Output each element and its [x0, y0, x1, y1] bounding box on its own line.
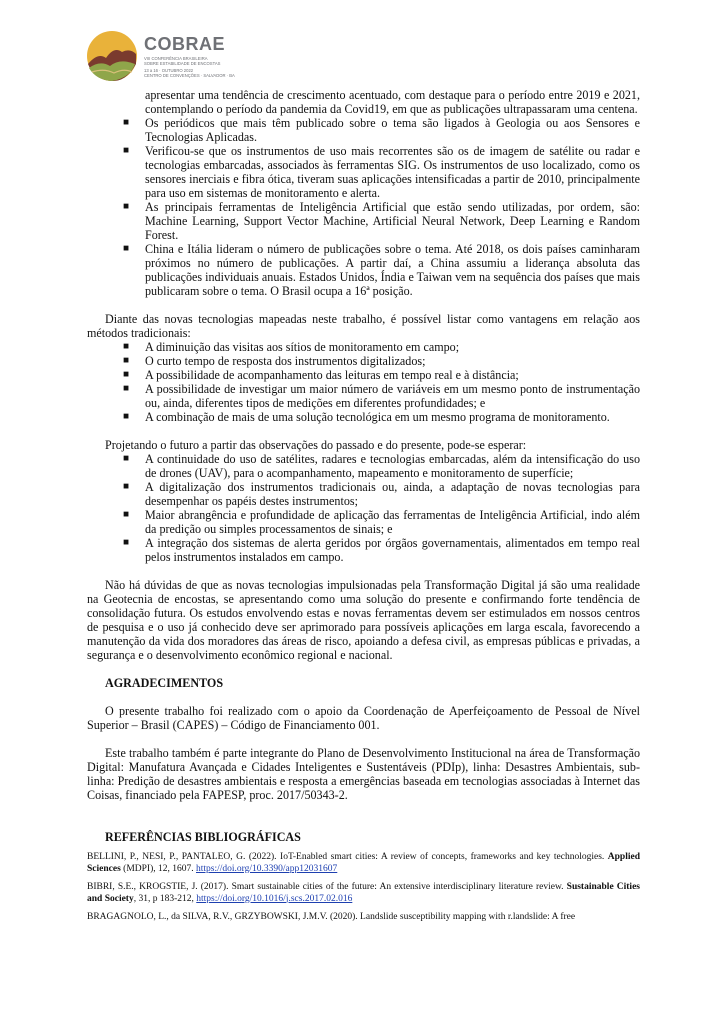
references-heading: REFERÊNCIAS BIBLIOGRÁFICAS — [105, 830, 301, 844]
cobrae-logo-icon — [86, 30, 138, 82]
reference-link[interactable]: https://doi.org/10.1016/j.scs.2017.02.016 — [196, 893, 353, 904]
acknowledgements-paragraph-1: O presente trabalho foi realizado com o apoio da Coordenação de Aperfeiçoamento de Pessoal de Nível Superior – Brasil (CAPES) – Código de Financiamento 001. — [87, 704, 640, 732]
reference-details: , 31, p 183-212, — [133, 893, 197, 904]
acknowledgements-paragraph-2: Este trabalho também é parte integrante do Plano de Desenvolvimento Institucional na área de Transformação Digital: Manufatura Avançada e Cidades Inteligentes e Sustentáveis (PDIp), linha: Desastres Ambientais, sub-linha: Predição de desastres ambientais e resposta a emergências baseada em tecnologias associadas à Internet das Coisas, financiado pela FAPESP, proc. 2017/50343-2. — [87, 746, 640, 802]
reference-journal: Applied Sciences — [87, 852, 640, 874]
reference-authors: BIBRI, S.E., KROGSTIE, J. (2017). Smart sustainable cities of the future: An extensive interdisciplinary literature review. — [87, 882, 567, 892]
advantages-list — [87, 340, 640, 424]
references-list — [87, 852, 640, 924]
logo-subtitle-4: CENTRO DE CONVENÇÕES · SALVADOR · BA — [144, 73, 235, 78]
list-item-text: A possibilidade de acompanhamento das leituras em tempo real e à distância; — [145, 368, 519, 382]
list-item-text: O curto tempo de resposta dos instrumentos digitalizados; — [145, 354, 426, 368]
list-item-text: A integração dos sistemas de alerta geridos por órgãos governamentais, alimentados em tempo real pelos instrumentos instalados em campo. — [145, 536, 640, 564]
bullet-icon: ■ — [123, 201, 130, 212]
list-item-text: A diminuição das visitas aos sítios de monitoramento em campo; — [145, 340, 460, 354]
logo-subtitle-3: 13 a 16 · OUTUBRO 2022 — [144, 68, 194, 73]
list-item — [87, 368, 640, 382]
acknowledgements-heading: AGRADECIMENTOS — [105, 676, 224, 690]
list-item — [87, 536, 640, 564]
reference-authors: BELLINI, P., NESI, P., PANTALEO, G. (2022). IoT-Enabled smart cities: A review of concepts, frameworks and key technologies. — [87, 852, 608, 862]
bullet-icon: ■ — [123, 509, 130, 520]
list-item — [87, 382, 640, 410]
bullet-icon: ■ — [123, 481, 130, 492]
list-item-text: Verificou-se que os instrumentos de uso mais recorrentes são os de imagem de satélite ou radar e tecnologias embarcadas, associados às ferramentas SIG. Os instrumentos de uso localizado, como os sensores inerciais e fibra ótica, tiveram suas aplicações intensificadas a partir de 2010, principalmente para uso em sistemas de monitoramento e alerta. — [145, 144, 640, 200]
reference-link[interactable]: https://doi.org/10.3390/app12031607 — [196, 863, 338, 874]
list-item-text: Maior abrangência e profundidade de aplicação das ferramentas de Inteligência Artificial, indo além da predição ou simples processamentos de sinais; e — [145, 508, 640, 536]
list-item — [87, 480, 640, 508]
list-item-text: A possibilidade de investigar um maior número de variáveis em um mesmo ponto de instrumentação ou, ainda, diferentes tipos de medições em diferentes profundidades; e — [145, 382, 640, 410]
list-item-text: Os periódicos que mais têm publicado sobre o tema são ligados à Geologia ou aos Sensores e Tecnologias Aplicadas. — [145, 116, 640, 144]
list-item — [87, 508, 640, 536]
list-item — [87, 242, 640, 298]
bullet-icon: ■ — [123, 453, 130, 464]
bullet-icon: ■ — [123, 243, 130, 254]
bullet-icon: ■ — [123, 145, 130, 156]
logo-title: COBRAE — [144, 34, 226, 54]
list-item — [87, 116, 640, 144]
reference-item — [87, 912, 640, 924]
list-item-text: As principais ferramentas de Inteligência Artificial que estão sendo utilizadas, por ordem, são: Machine Learning, Support Vector Machine, Artificial Neural Network, Deep Learning e Random Forest. — [145, 200, 640, 242]
bullet-icon: ■ — [123, 369, 130, 380]
bullet-icon: ■ — [123, 341, 130, 352]
conclusion-paragraph: Não há dúvidas de que as novas tecnologias impulsionadas pela Transformação Digital já são uma realidade na Geotecnia de encostas, se apresentando como uma solução do presente e confirmando forte tendência de consolidação futura. Os estudos envolvendo estas e novas ferramentas devem ser estimulados em nossos centros de pesquisa e o uso já conhecido deve ser aprimorado para possíveis aplicações em larga escala, favorecendo a manutenção da vida dos moradores das áreas de risco, apoiando a defesa civil, as empresas públicas e privadas, a segurança e o desenvolvimento econômico regional e nacional. — [87, 578, 640, 662]
list-item-text: A continuidade do uso de satélites, radares e tecnologias embarcadas, além da intensificação do uso de drones (UAV), para o acompanhamento, mapeamento e monitoramento de superfície; — [145, 452, 640, 480]
findings-list — [87, 116, 640, 298]
list-item — [87, 144, 640, 200]
list-item — [87, 410, 640, 424]
reference-item — [87, 882, 640, 905]
logo-subtitle-2: SOBRE ESTABILIDADE DE ENCOSTAS — [144, 61, 221, 66]
advantages-intro: Diante das novas tecnologias mapeadas neste trabalho, é possível listar como vantagens em relação aos métodos tradicionais: — [87, 312, 640, 340]
list-item — [87, 354, 640, 368]
future-intro: Projetando o futuro a partir das observações do passado e do presente, pode-se esperar: — [105, 438, 527, 452]
bullet-icon: ■ — [123, 117, 130, 128]
list-item-text: A digitalização dos instrumentos tradicionais ou, ainda, a adaptação de novas tecnologias para desempenhar os papéis destes instrumentos; — [145, 480, 640, 508]
bullet-icon: ■ — [123, 537, 130, 548]
list-item-text: China e Itália lideram o número de publicações sobre o tema. Até 2018, os dois países caminharam próximos no número de publicações. A partir daí, a China assumiu a liderança absoluta das publicações individuais anuais. Estados Unidos, Índia e Taiwan vem na sequência dos países que mais publicaram sobre o tema. O Brasil ocupa a 16ª posição. — [145, 242, 640, 298]
reference-journal: Sustainable Cities and Society — [87, 882, 640, 904]
main-content — [87, 88, 640, 931]
reference-details: (MDPI), 12, 1607. — [120, 863, 196, 874]
bullet-icon: ■ — [123, 411, 130, 422]
list-item-text: A combinação de mais de uma solução tecnológica em um mesmo programa de monitoramento. — [145, 410, 610, 424]
list-item — [87, 340, 640, 354]
logo-subtitle-1: VIII CONFERÊNCIA BRASILEIRA — [144, 56, 208, 61]
bullet-icon: ■ — [123, 355, 130, 366]
reference-authors: BRAGAGNOLO, L., da SILVA, R.V., GRZYBOWSKI, J.M.V. (2020). Landslide susceptibility mapping with r.landslide: A free — [87, 912, 576, 922]
conference-logo — [86, 28, 264, 86]
list-item — [87, 200, 640, 242]
list-item — [87, 452, 640, 480]
future-list — [87, 452, 640, 564]
reference-item — [87, 852, 640, 875]
bullet-icon: ■ — [123, 383, 130, 394]
intro-continuation: apresentar uma tendência de crescimento acentuado, com destaque para o período entre 2019 e 2021, contemplando o período da pandemia da Covid19, em que as publicações ultrapassaram uma centena. — [145, 88, 640, 116]
